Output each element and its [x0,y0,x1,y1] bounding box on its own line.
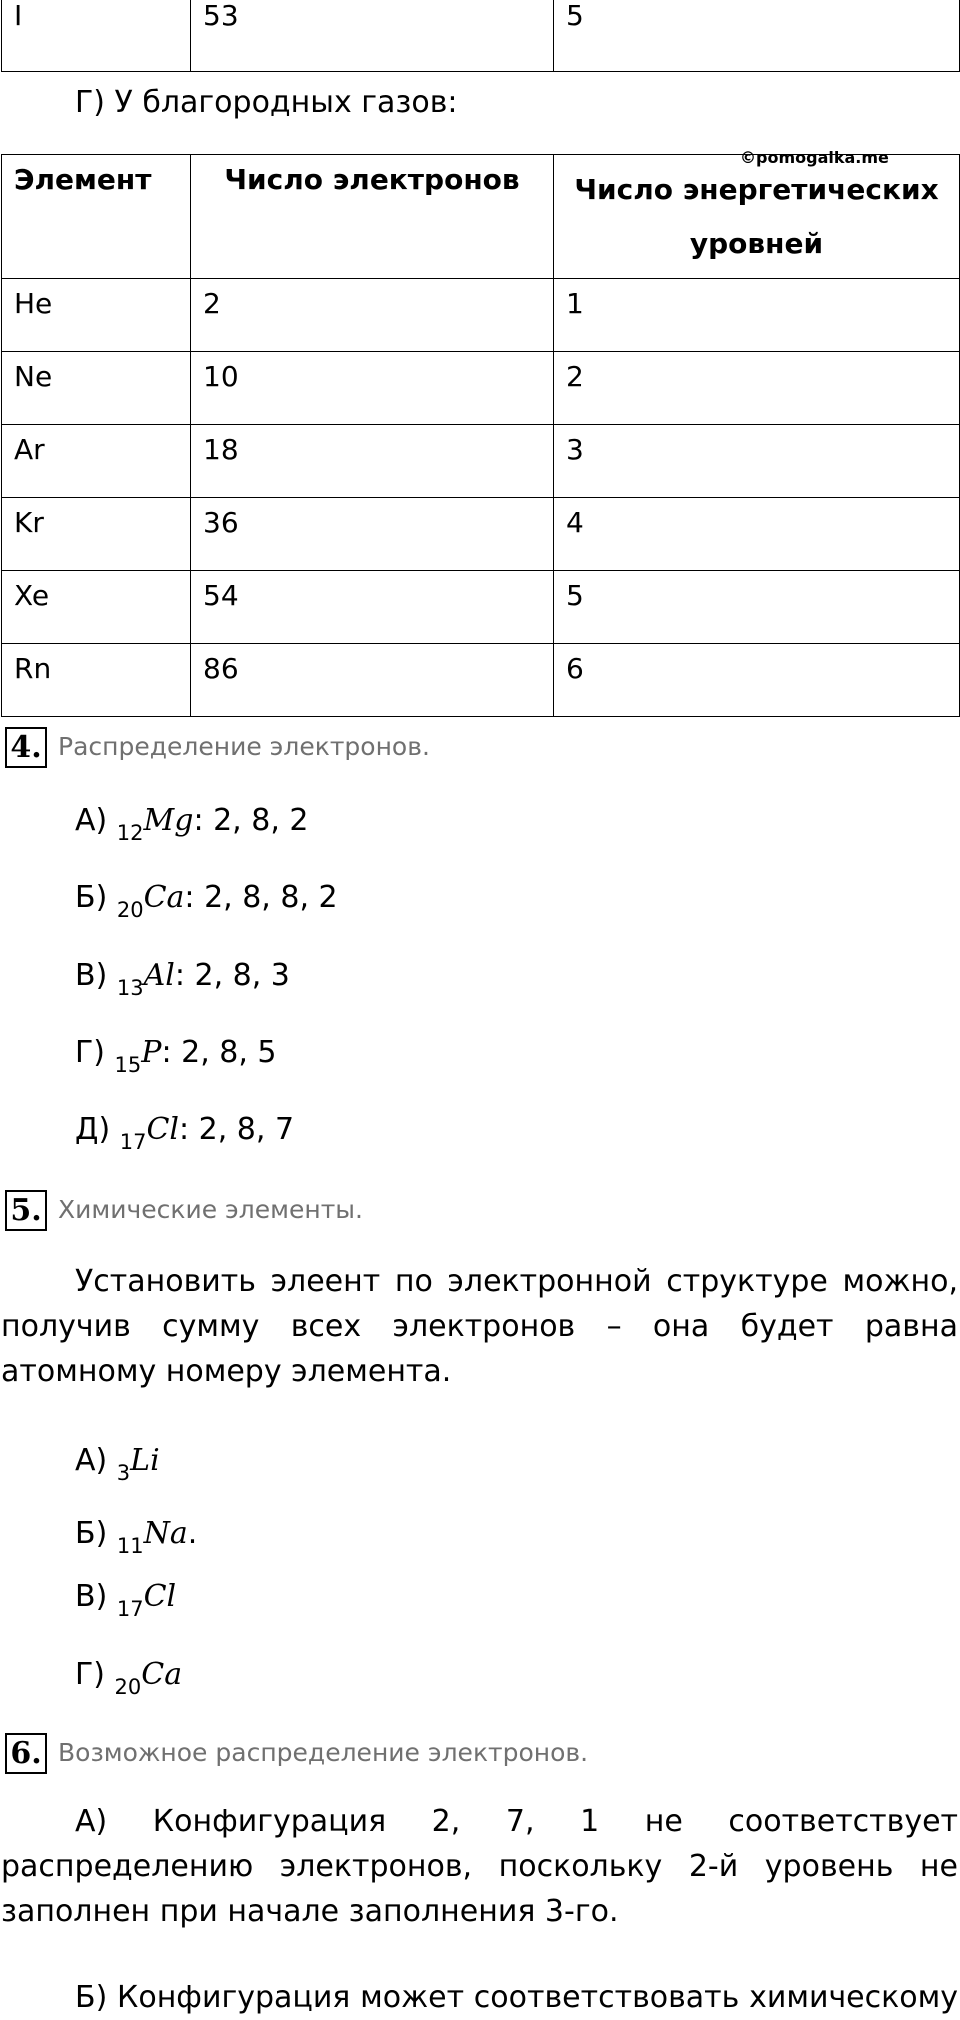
paragraph: Б) Конфигурация может соответствовать химическому [75,1980,958,2015]
table-row [2,0,960,72]
atomic-number: 3 [116,1461,131,1485]
list-item [75,1657,182,1699]
list-item [75,1443,160,1485]
section-title: Возможное распределение электронов. [58,1738,589,1767]
item-prefix: Б) [75,1516,108,1551]
electron-config: : 2, 8, 5 [161,1035,277,1070]
table-cell: 3 [554,425,960,498]
table-cell: Ne [2,352,191,425]
table-cell: I [2,0,191,72]
list-item [75,803,309,845]
paragraph: А) Конфигурация 2, 7, 1 не соответствует распределению электронов, поскольку 2-й уровень не заполнен при начале заполнения 3-го. [1,1804,958,1929]
element-symbol: Al [143,958,175,993]
table-cell: 54 [191,571,554,644]
top-table-fragment [1,0,960,72]
section-number: 5. [5,1190,47,1231]
atomic-number: 15 [114,1053,142,1077]
table-cell: He [2,279,191,352]
item-prefix: Г) [75,1657,105,1692]
list-item [75,1579,176,1621]
table-cell: 86 [191,644,554,717]
element-symbol: Ca [143,880,185,915]
table-cell: 5 [554,0,960,72]
list-item [75,1035,277,1077]
atomic-number: 12 [116,821,144,845]
list-item [75,880,338,922]
atomic-number: 17 [116,1597,144,1621]
table-cell: Kr [2,498,191,571]
list-item [75,1112,294,1154]
watermark: ©pomogalka.me [740,148,889,167]
table-cell: 10 [191,352,554,425]
atomic-number: 20 [116,898,144,922]
element-symbol: P [141,1035,162,1070]
section-number: 4. [5,727,47,768]
noble-gases-heading: Г) У благородных газов: [75,85,458,120]
table-row [2,425,960,498]
element-symbol: Ca [141,1657,183,1692]
table-row [2,352,960,425]
noble-gases-table [1,154,960,717]
element-symbol: Mg [143,803,194,838]
table-row [2,571,960,644]
element-symbol: Cl [143,1579,177,1614]
table-cell: 36 [191,498,554,571]
table-cell: 2 [554,352,960,425]
table-cell: 2 [191,279,554,352]
electron-config: : 2, 8, 8, 2 [184,880,338,915]
item-prefix: В) [75,1579,108,1614]
atomic-number: 13 [116,976,144,1000]
item-prefix: А) [75,803,108,838]
list-item [75,1516,197,1558]
table-cell: 6 [554,644,960,717]
section-number: 6. [5,1733,47,1774]
table-header-row [2,155,960,279]
element-symbol: Cl [146,1112,179,1147]
table-row [2,279,960,352]
table-cell: Xe [2,571,191,644]
table-cell: 18 [191,425,554,498]
header-element: Элемент [2,155,191,279]
element-symbol: Na [143,1516,188,1551]
atomic-number: 20 [114,1675,142,1699]
header-levels: Число энергетических уровней [554,155,960,279]
item-prefix: Г) [75,1035,105,1070]
list-item [75,958,290,1000]
atomic-number: 11 [116,1534,144,1558]
paragraph: Установить элеент по электронной структуре можно, получив сумму всех электронов – она будет равна атомному номеру элемента. [1,1264,958,1389]
table-row [2,644,960,717]
electron-config: : 2, 8, 3 [174,958,290,993]
electron-config: : 2, 8, 7 [179,1112,295,1147]
table-cell: 5 [554,571,960,644]
item-prefix: Д) [75,1112,111,1147]
item-prefix: В) [75,958,108,993]
electron-config: : 2, 8, 2 [193,803,309,838]
table-cell: 53 [191,0,554,72]
item-suffix: . [187,1516,198,1551]
item-prefix: Б) [75,880,108,915]
element-symbol: Li [130,1443,160,1478]
section-title: Химические элементы. [58,1195,363,1224]
item-prefix: А) [75,1443,108,1478]
table-cell: 4 [554,498,960,571]
section-title: Распределение электронов. [58,732,430,761]
table-cell: Ar [2,425,191,498]
table-cell: 1 [554,279,960,352]
atomic-number: 17 [119,1130,147,1154]
header-electrons: Число электронов [191,155,554,279]
table-cell: Rn [2,644,191,717]
table-row [2,498,960,571]
